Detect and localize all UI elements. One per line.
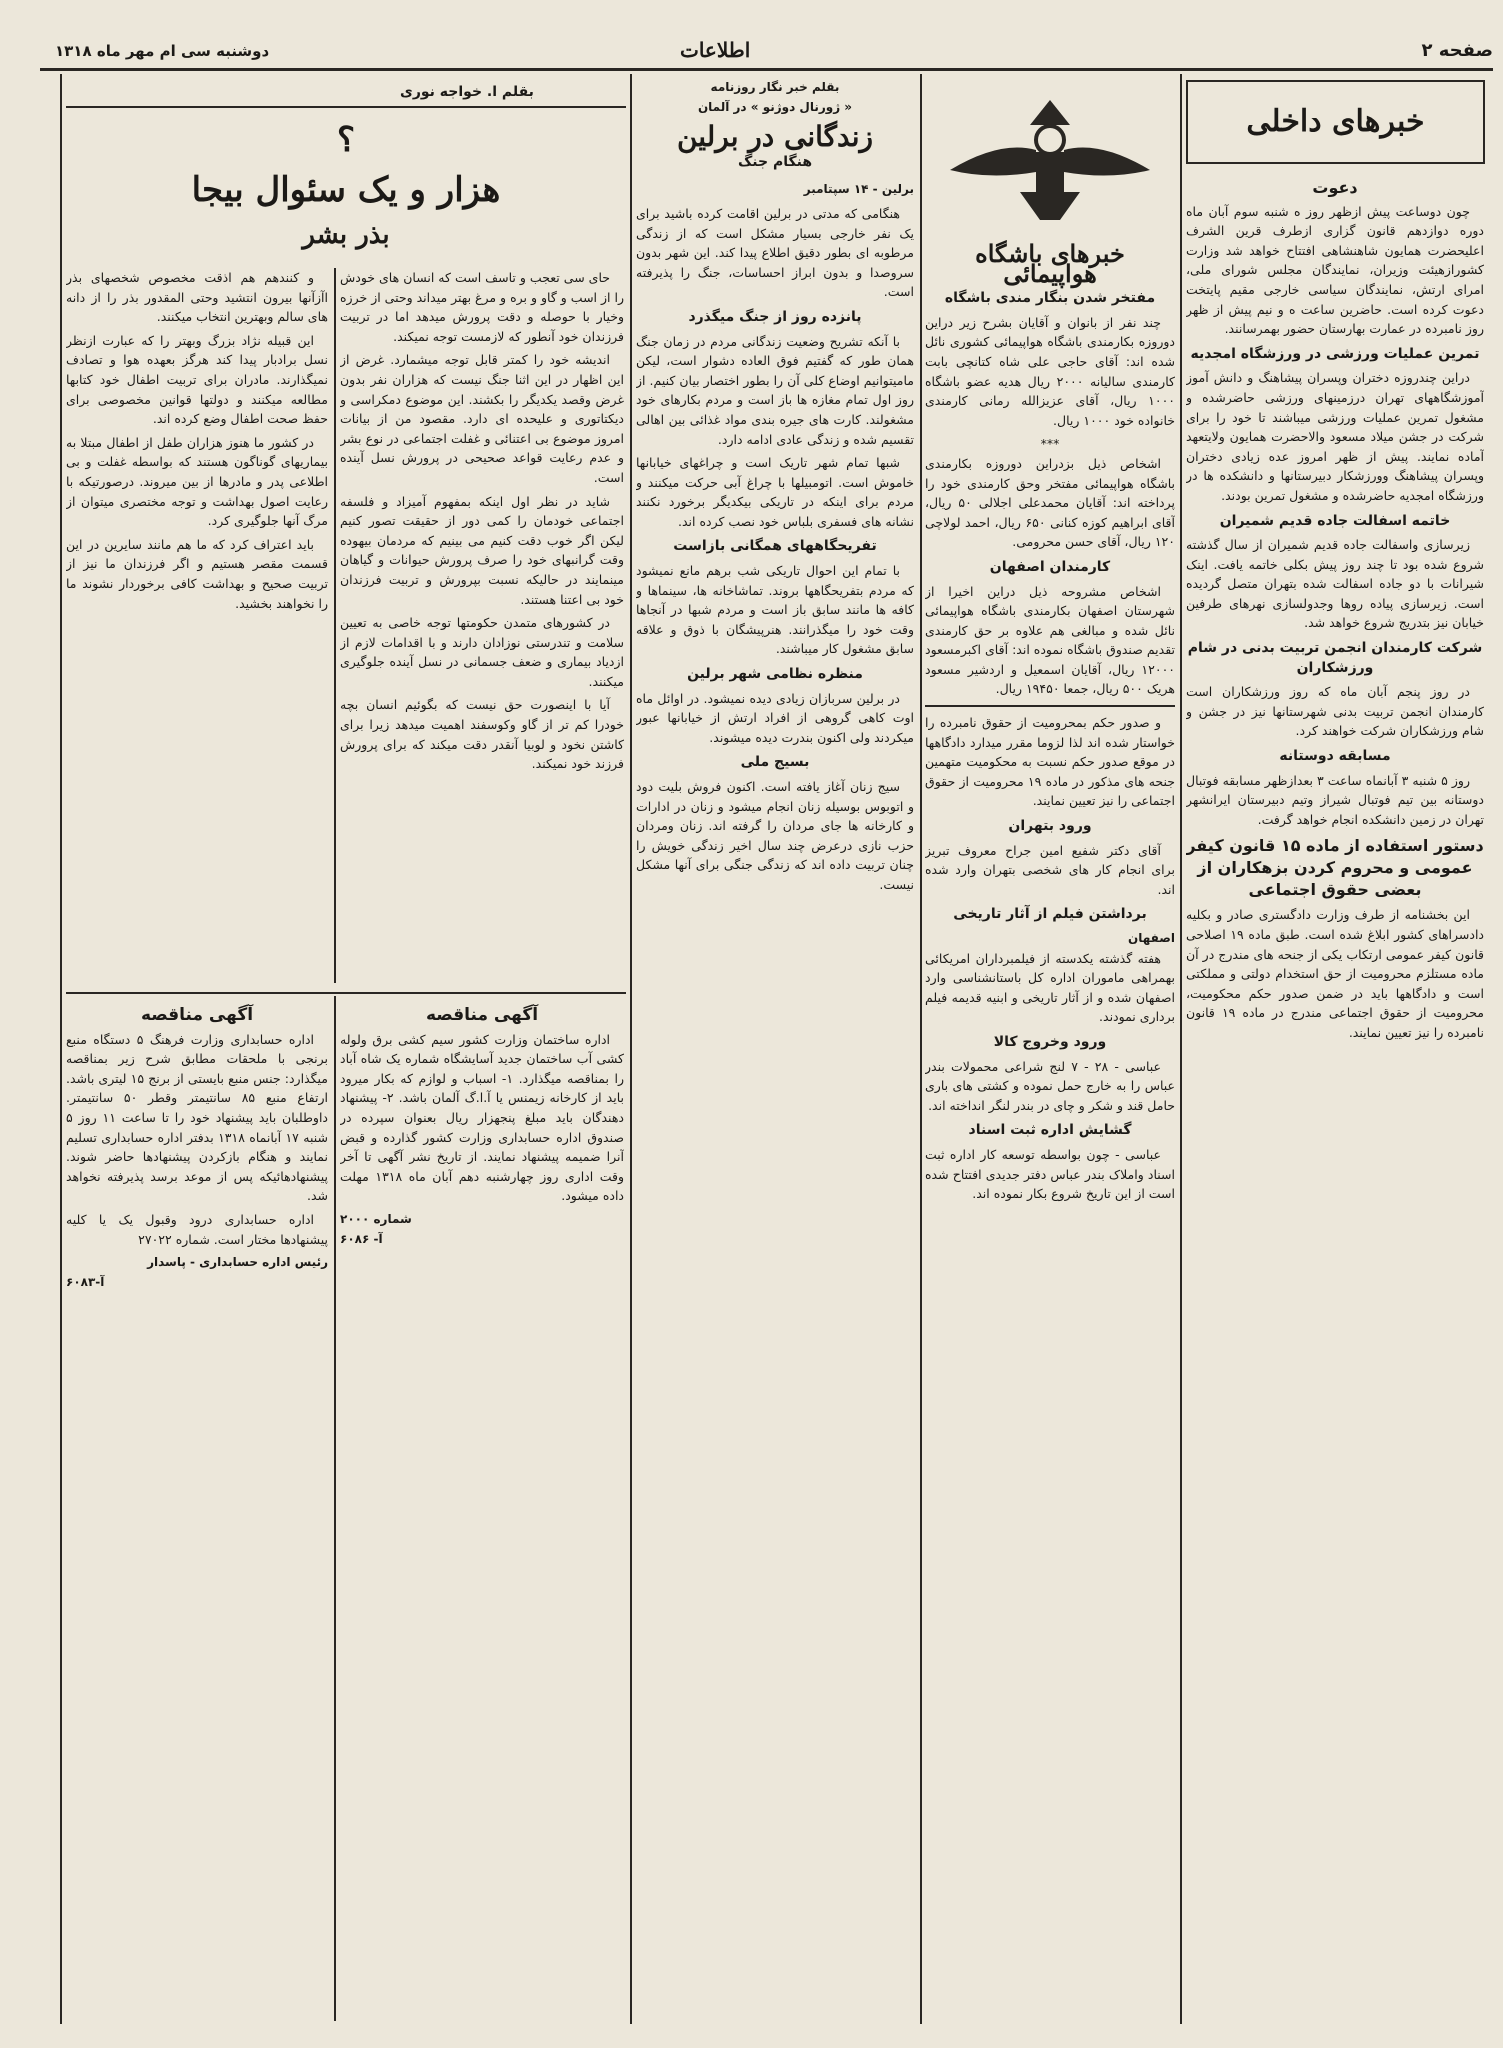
ad-code: آ-۶۰۸۳ [66,1274,105,1289]
news-headline: دستور استفاده از ماده ۱۵ قانون کیفر عمومی و محروم کردن بزهکاران از بعضی حقوق اجتماعی [1186,836,1484,900]
news-headline: دعوت [1312,178,1358,197]
ad-signature: رئیس اداره حسابداری - پاسدار [147,1255,328,1270]
berlin-paragraph: هنگامی که مدتی در برلین اقامت کرده باشید برای یک نفر خارجی بسیار مشکل است که از زندگی مرطوبه ای بطور دقیق اطلاع پیدا کند. این شهر بدون سروصدا و بدون ابراز احساسات، جنگ را پذیرفته است. [636,205,914,300]
column-divider [1180,74,1182,2024]
essay-byline: بقلم ا. خواجه نوری [400,84,534,100]
essay-paragraph: حای سی تعجب و تاسف است که انسان های خودش را از اسب و گاو و بره و مرغ بهتر میداند وحتی از خرزه وخیار با حوصله و دقت پرورش میدهد اما در تربیت فرزندان خود آنطور که لازمست توجه نمیکند. [340,270,624,344]
paper-name: اطلاعات [680,38,751,62]
film-dateline: اصفهان [1127,931,1175,945]
essay-paragraph: شاید در نظر اول اینکه بمفهوم آمیزاد و فلسفه اجتماعی خودمان را کمی دور از حقیقت تصور کنیم لیکن اگر خوب دقت کنیم می بینیم که مردمان بیهوده وقت گرانبهای خود را صرف پرورش حیوانات و گیاهان مینمایند در حالیکه نسبت بپرورش و تربیت فرزندان خود بی اعتنا هستند. [340,493,624,607]
ad-code: آ- ۶۰۸۶ [340,1231,383,1246]
ad-body: اداره حسابداری وزارت فرهنگ ۵ دستگاه منبع برنجی با ملحقات مطابق شرح زیر بمناقصه میگذارد: جنس منبع بایستی از برنج ۱۵ لیتری باشد. ارتفاع منبع ۸۵ سانتیمتر وقطر ۵۰ سانتیمتر. داوطلبان باید پیشنهاد خود را تا ساعت ۱۱ روز ۵ شنبه ۱۷ آبانماه ۱۳۱۸ بدفتر اداره حسابداری تسلیم نمایند و هنگام بازکردن پیشنهادها حاضر شوند. پیشنهادهائیکه پس از موعد برسد پذیرفته نخواهد شد. [66,1031,328,1204]
essay-paragraph: در کشورهای متمدن حکومتها توجه خاصی به تعیین سلامت و تندرستی نوزادان دارند و با اقدامات لازم از ازدیاد بیماری و ضعف جسمانی در نسل آینده جلوگیری میکنند. [340,615,624,689]
goods-title: ورود وخروج کالا [993,1033,1107,1050]
goods-body: عباسی - ۲۸ - ۷ لنج شراعی محمولات بندر عباس را به خارج حمل نموده و کشتی های باری حامل قند و شکر و چای در بندر لنگر انداخته اند. [925,1058,1175,1113]
news-body: چون دوساعت پیش ازظهر روز ه شنبه سوم آبان ماه دوره دوازدهم قانون گزاری ازطرف قرین الشرف اعلیحضرت همایون شاهنشاهی افتتاح خواهد شد وزارت کشورازهیئت وزیران، نمایندگان مجلس شورای ملی، امرای ارتش، نمایندگان سیاسی خارجی مقیم پایتخت دعوت کرده است. حاضرین ساعت ه و نیم پیش از ظهر روز نامبرده در عمارت بهارستان حضور بهمرسانند. [1186,203,1484,337]
arrival-title: ورود بتهران [1008,818,1092,835]
ad-title: آگهی مناقصه [425,1005,539,1025]
aviation-title: خبرهای باشگاه هواپیمائی [975,240,1125,288]
page-number: صفحه ۲ [1421,40,1493,61]
domestic-news-column [1186,172,1484,2022]
essay-paragraph: آیا با اینصورت حق نیست که بگوئیم انسان بچه خودرا کم تر از گاو وکوسفند اهمیت میدهد زیرا برای کاشتن نخود و لوبیا آنقدر دقت میکند که برای پرورش فرزند خود نمیکند. [340,697,624,772]
issue-date: دوشنبه سی ام مهر ماه ۱۳۱۸ [55,42,270,60]
faravahar-icon [940,80,1160,240]
section-title: خبرهای داخلی [1246,104,1425,139]
ads-rule [66,992,626,994]
ad-title: آگهی مناقصه [140,1005,254,1025]
berlin-paragraph: سیج زنان آغاز یافته است. اکنون فروش بلیت دود و اتوبوس بوسیله زنان انجام میشود و زنان در ادارات و کارخانه ها جای مردان را گرفته اند. زنان ومردان حزب نازی درعرض چند سال اخیر زندگی خویش را چنان تربیت داده اند که زندگی جنگی برای آنها مشکل نیست. [636,779,914,892]
berlin-paragraph: شبها تمام شهر تاریک است و چراغهای خیابانها خاموش است. اتومبیلها با چراغ آبی حرکت میکنند و مردم برای اینکه در تاریکی بیکدیگر برخورد نکنند نشانه های فسفری بلباس خود نصب کرده اند. [636,455,914,529]
film-title: برداشتن فیلم از آثار تاریخی [953,906,1147,923]
column-divider [630,74,632,2024]
news-headline: مسابقه دوستانه [1279,748,1391,765]
aviation-body: اشخاص ذیل بزدراین دوروزه بکارمندی باشگاه هواپیمائی مفتخر وحق کارمندی خود را پرداخته اند: آقایان محمدعلی اجلالی ۵۰ ریال، آقای ابراهیم کوزه کنانی ۶۵۰ ریال، احمد لولاچی ۱۲۰ ریال، آقای حسن محرومی. [925,455,1175,550]
essay-paragraph: اندیشه خود را کمتر قابل توجه میشمارد. غرض از این اظهار در این اثنا جنگ نیست که هزاران نفر بدون غرض وقصد یکدیگر را بکشند. این موضوع دمکراسی و دیکتاتوری و علیحده ای دارد. مقصود من از بیانات امروز موضوع بی اعتنائی و غفلت اجتماعی در نوع بشر و عدم رعایت قواعد صحیحی در پرورش نسل آینده است. [340,352,624,485]
registry-title: گشایش اداره ثبت اسناد [968,1122,1132,1139]
berlin-subtitle: هنگام جنگ [737,153,813,170]
news-headline: تمرین عملیات ورزشی در ورزشگاه امجدیه [1190,345,1480,362]
column-rule [925,705,1175,707]
aviation-subtitle: مفتخر شدن بنگار مندی باشگاه [944,290,1156,307]
aviation-column [925,240,1175,2020]
berlin-column [636,78,914,2023]
essay-paragraph: در کشور ما هنوز هزاران طفل از اطفال مبتلا به بیماریهای گوناگون هستند که بواسطه غفلت و بی اطلاعی پدر و مادرها از بین میروند. درصورتیکه با رعایت اصول بهداشت و توجه مختصری میتوان از مرگ آنها جلوگیری کرد. [66,434,328,529]
news-body: این بخشنامه از طرف وزارت دادگستری صادر و بکلیه دادسراهای کشور ابلاغ شده است. طبق ماده ۱۹ اصلاحی قانون کیفر عمومی ارتکاب یکی از جنحه های مندرج در آن ماده مستلزم محرومیت از حق استخدام دولتی و مملکتی است و دادگاهها باید در ضمن صدور حکم محکومیت، محرومیت از حقوق اجتماعی مندرج در ماده ۱۹ قانون نامبرده را نیز تعیین نمایند. [1186,907,1484,1040]
news-body: دراین چندروزه دختران وپسران پیشاهنگ و دانش آموز آموزشگاههای تهران درزمینهای ورزشی حاضرشده و مشغول تمرین عملیات ورزشی میباشند تا خود را برای شرکت در جشن میلاد مسعود والاحضرت همایون ولایتعهد آماده نمایند. پیش از ظهر امروز عده زیادی دختران وپسران پیشاهنگ وورزشکار دبیرستانها و دانشکده ها در ورزشگاه امجدیه حاضرشده و مشغول تمرین بودند. [1186,370,1484,503]
berlin-subhead: منظره نظامی شهر برلین [687,666,863,683]
winged-emblem [940,80,1160,240]
separator-stars: *** [1040,436,1060,452]
essay-paragraph: و کنندهم هم اذقت مخصوص شخصهای بذر اآزآنها بیرون انتشید وحتی المقدور بذر را از دانه های سالم وبهترین انتخاب میکنند. [66,270,328,325]
section-header-box [1186,80,1485,164]
berlin-paragraph: با آنکه تشریح وضعیت زندگانی مردم در زمان جنگ همان طور که گفتیم فوق العاده دشوار است، لیکن مامیتوانیم اوضاع کلی آن را بطور اختصار بیان کنیم. از روز اول تمام مغازه ها باز است و مردم بکارهای خود مشغولند. کارت های جیره بندی مواد غذائی بین اهالی تقسیم شده و زندگی عادی ادامه دارد. [636,333,914,447]
essay-rule [66,106,626,108]
ad-number: شماره ۲۰۰۰ [340,1211,412,1226]
column-divider [920,74,922,2024]
essay-column-left [66,268,328,988]
essay-question-mark: ؟ [336,120,356,160]
film-body: هفته گذشته یکدسته از فیلمبرداران امریکائی بهمراهی ماموران اداره کل باستانشناسی وارد اصفهان شده و از آثار تاریخی و ابنیه قدیمه فیلم برداری نمودند. [925,950,1175,1025]
berlin-byline: بقلم خبر نگار روزنامه [710,80,840,94]
isfahan-title: کارمندان اصفهان [989,558,1111,575]
continuation-body: و صدور حکم بمحرومیت از حقوق نامبرده را خواستار شده اند لذا لزوما مقرر میدارد دادگاهها در موقع صدور حکم نسبت به محکومیت متهمین جنحه های مذکور در ماده ۱۹ محرومیت از حقوق اجتماعی را نیز تعیین نمایند. [925,715,1175,809]
isfahan-body: اشخاص مشروحه ذیل دراین اخیرا از شهرستان اصفهان بکارمندی باشگاه هواپیمائی نائل شده و مبالغی هم علاوه بر حق کارمندی تقدیم صندوق باشگاه نموده اند: آقای اکبرمسعود ۱۲۰۰۰ ریال، آقایان اسمعیل و اردشیر مسعود هریک ۵۰۰ ریال، جمعا ۱۹۴۵۰ ریال. [925,583,1175,697]
ad-body: اداره ساختمان وزارت کشور سیم کشی برق ولوله کشی آب ساختمان جدید آسایشگاه شماره یک شاه آباد را بمناقصه میگذارد. ۱- اسباب و لوازم که بکار میرود باید از کارخانه زیمنس یا آ.ا.گ آلمان باشد. ۲- پیشنهاد دهندگان باید مبلغ پنجهزار ریال بعنوان سپرده در صندوق اداره حسابداری وزارت کشور گذارده و قبض آنرا ضمیمه پیشنهاد نمایند. از تاریخ نشر آگهی تا آخر وقت اداری روز چهارشنبه دهم آبان ماه ۱۳۱۸ مهلت داده میشود. [340,1031,624,1204]
masthead-rule [40,68,1493,71]
news-body: در روز پنجم آبان ماه که روز ورزشکاران است کارمندان انجمن تربیت بدنی شهرستانها نیز در جشن و شام ورزشکاران شرکت خواهند کرد. [1186,684,1484,739]
berlin-paragraph: با تمام این احوال تاریکی شب برهم مانع نمیشود که مردم بتفریحگاهها بروند. تماشاخانه ها، سینماها و کافه ها مانند سابق باز است و مردم شبها در آنجاها وقت خود را میگذرانند. هنرپیشگان با ذوق و علاقه سابق مشغول کار میباشند. [636,563,914,657]
column-divider [60,74,62,2024]
ad-footer: اداره حسابداری درود وقبول یک یا کلیه پیشنهادها مختار است. شماره ۲۷۰۲۲ [66,1211,328,1247]
essay-title: هزار و یک سئوال بیجا [191,170,501,210]
essay-paragraph: باید اعتراف کرد که ما هم مانند سایرین در این قسمت مقصر هستیم و اگر فرزندان ما نیز از تربیت صحیح و بهداشت کافی برخوردار نشوند ما را نخواهند بخشید. [66,536,328,611]
berlin-dateline: برلین - ۱۴ سپتامبر [803,182,914,197]
aviation-body: چند نفر از بانوان و آقایان بشرح زیر دراین دوروزه بکارمندی باشگاه هواپیمائی کشوری نائل شده اند: آقای حاجی علی شاه کتانچی بابت کارمندی سالیانه ۲۰۰۰ ریال هدیه عضو باشگاه ۱۰۰۰ ریال، آقای عزیزالله رمانی کارمندی خانواده خود ۱۰۰۰ ریال. [925,314,1175,428]
berlin-paragraph: در برلین سربازان زیادی دیده نمیشود. در اوائل ماه اوت کاهی گروهی از افراد ارتش از خیابانها عبور میکردند ولی اکنون بندرت دیده میشوند. [636,690,914,745]
berlin-subhead: بسیج ملی [740,754,810,771]
news-headline: شرکت کارمندان انجمن تربیت بدنی در شام ورزشکاران [1187,640,1483,676]
tender-ad-2 [66,1000,328,2020]
berlin-title: زندگانی در برلین [676,120,874,154]
berlin-subhead: تفریحگاههای همگانی بازاست [673,538,877,555]
essay-column-right [340,268,624,988]
berlin-subhead: پانزده روز از جنگ میگذرد [688,308,862,325]
news-body: زیرسازی واسفالت جاده قدیم شمیران از سال گذشته شروع شده بود تا چند روز پیش بکلی خاتمه یافت. اینک شیرانات با دو جاده اسفالت شده بتهران متصل گردیده است. زیرسازی پیاده روها وجدولسازی نهرهای طرفین خیابان نیز بتدریج شروع خواهد شد. [1186,537,1484,631]
registry-body: عباسی - چون بواسطه توسعه کار اداره ثبت اسناد واملاک بندر عباس دفتر جدیدی افتتاح شده است از این تاریخ شروع بکار نموده اند. [925,1146,1175,1202]
news-headline: خاتمه اسفالت جاده قدیم شمیران [1219,512,1451,529]
column-divider [334,268,336,983]
tender-ad-1 [340,1000,624,2020]
essay-paragraph: این قبیله نژاد بزرگ وبهتر را که عبارت ازنظر نسل برادبار پیدا کند هرگز بعهده هوا و تصادف نمیگذارند. مادران برای تربیت اطفال خود کتابها مطالعه میکنند و دولتها قوانین مخصوصی برای حفظ صحت اطفال وضع کرده اند. [66,332,328,427]
arrival-body: آقای دکتر شفیع امین جراح معروف تبریز برای انجام کار های شخصی بتهران وارد شده اند. [925,842,1175,897]
essay-subtitle: بذر بشر [302,220,390,250]
news-body: روز ۵ شنبه ۳ آبانماه ساعت ۳ بعدازظهر مسابقه فوتبال دوستانه بین تیم فوتبال شیراز وتیم دبیرستان ایرانشهر تهران در زمین دانشکده انجام خواهد گرفت. [1186,772,1484,827]
column-divider [334,996,336,2021]
berlin-byline-source: « ژورنال دوژنو » در آلمان [697,99,853,114]
